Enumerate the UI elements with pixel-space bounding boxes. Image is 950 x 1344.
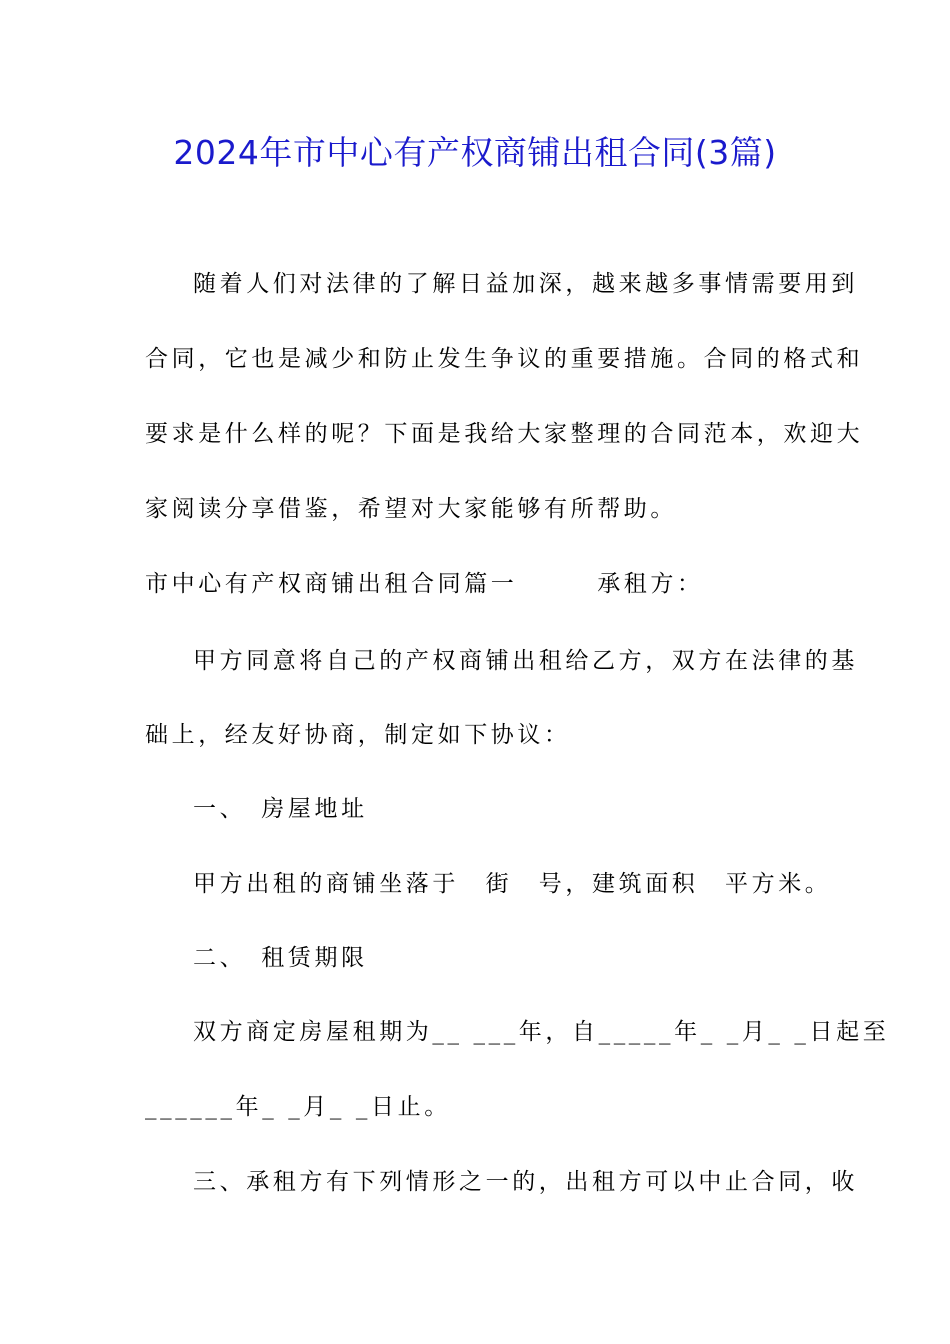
clause-heading-3: 三、承租方有下列情形之一的，出租方可以中止合同，收 — [193, 1169, 858, 1195]
paragraph-line-2: 础上，经友好协商，制定如下协议： — [145, 722, 571, 748]
intro-line-3: 要求是什么样的呢？下面是我给大家整理的合同范本，欢迎大 — [145, 421, 864, 447]
clause-text-2-line-2: ______年_ _月_ _日止。 — [145, 1094, 451, 1120]
intro-line-4: 家阅读分享借鉴，希望对大家能够有所帮助。 — [145, 496, 677, 522]
intro-line-1: 随着人们对法律的了解日益加深，越来越多事情需要用到 — [193, 271, 858, 297]
clause-heading-1: 一、 房屋地址 — [193, 796, 368, 822]
intro-line-2: 合同，它也是减少和防止发生争议的重要措施。合同的格式和 — [145, 346, 864, 372]
section-heading: 市中心有产权商铺出租合同篇一 承租方： — [145, 571, 704, 597]
document-title: 2024年市中心有产权商铺出租合同(3篇) — [173, 133, 777, 172]
clause-text-2-line-1: 双方商定房屋租期为__ ___年，自_____年_ _月_ _日起至 — [193, 1019, 890, 1045]
clause-text-1: 甲方出租的商铺坐落于 街 号，建筑面积 平方米。 — [193, 871, 832, 897]
clause-heading-2: 二、 租赁期限 — [193, 945, 368, 971]
paragraph-line-1: 甲方同意将自己的产权商铺出租给乙方，双方在法律的基 — [193, 648, 858, 674]
